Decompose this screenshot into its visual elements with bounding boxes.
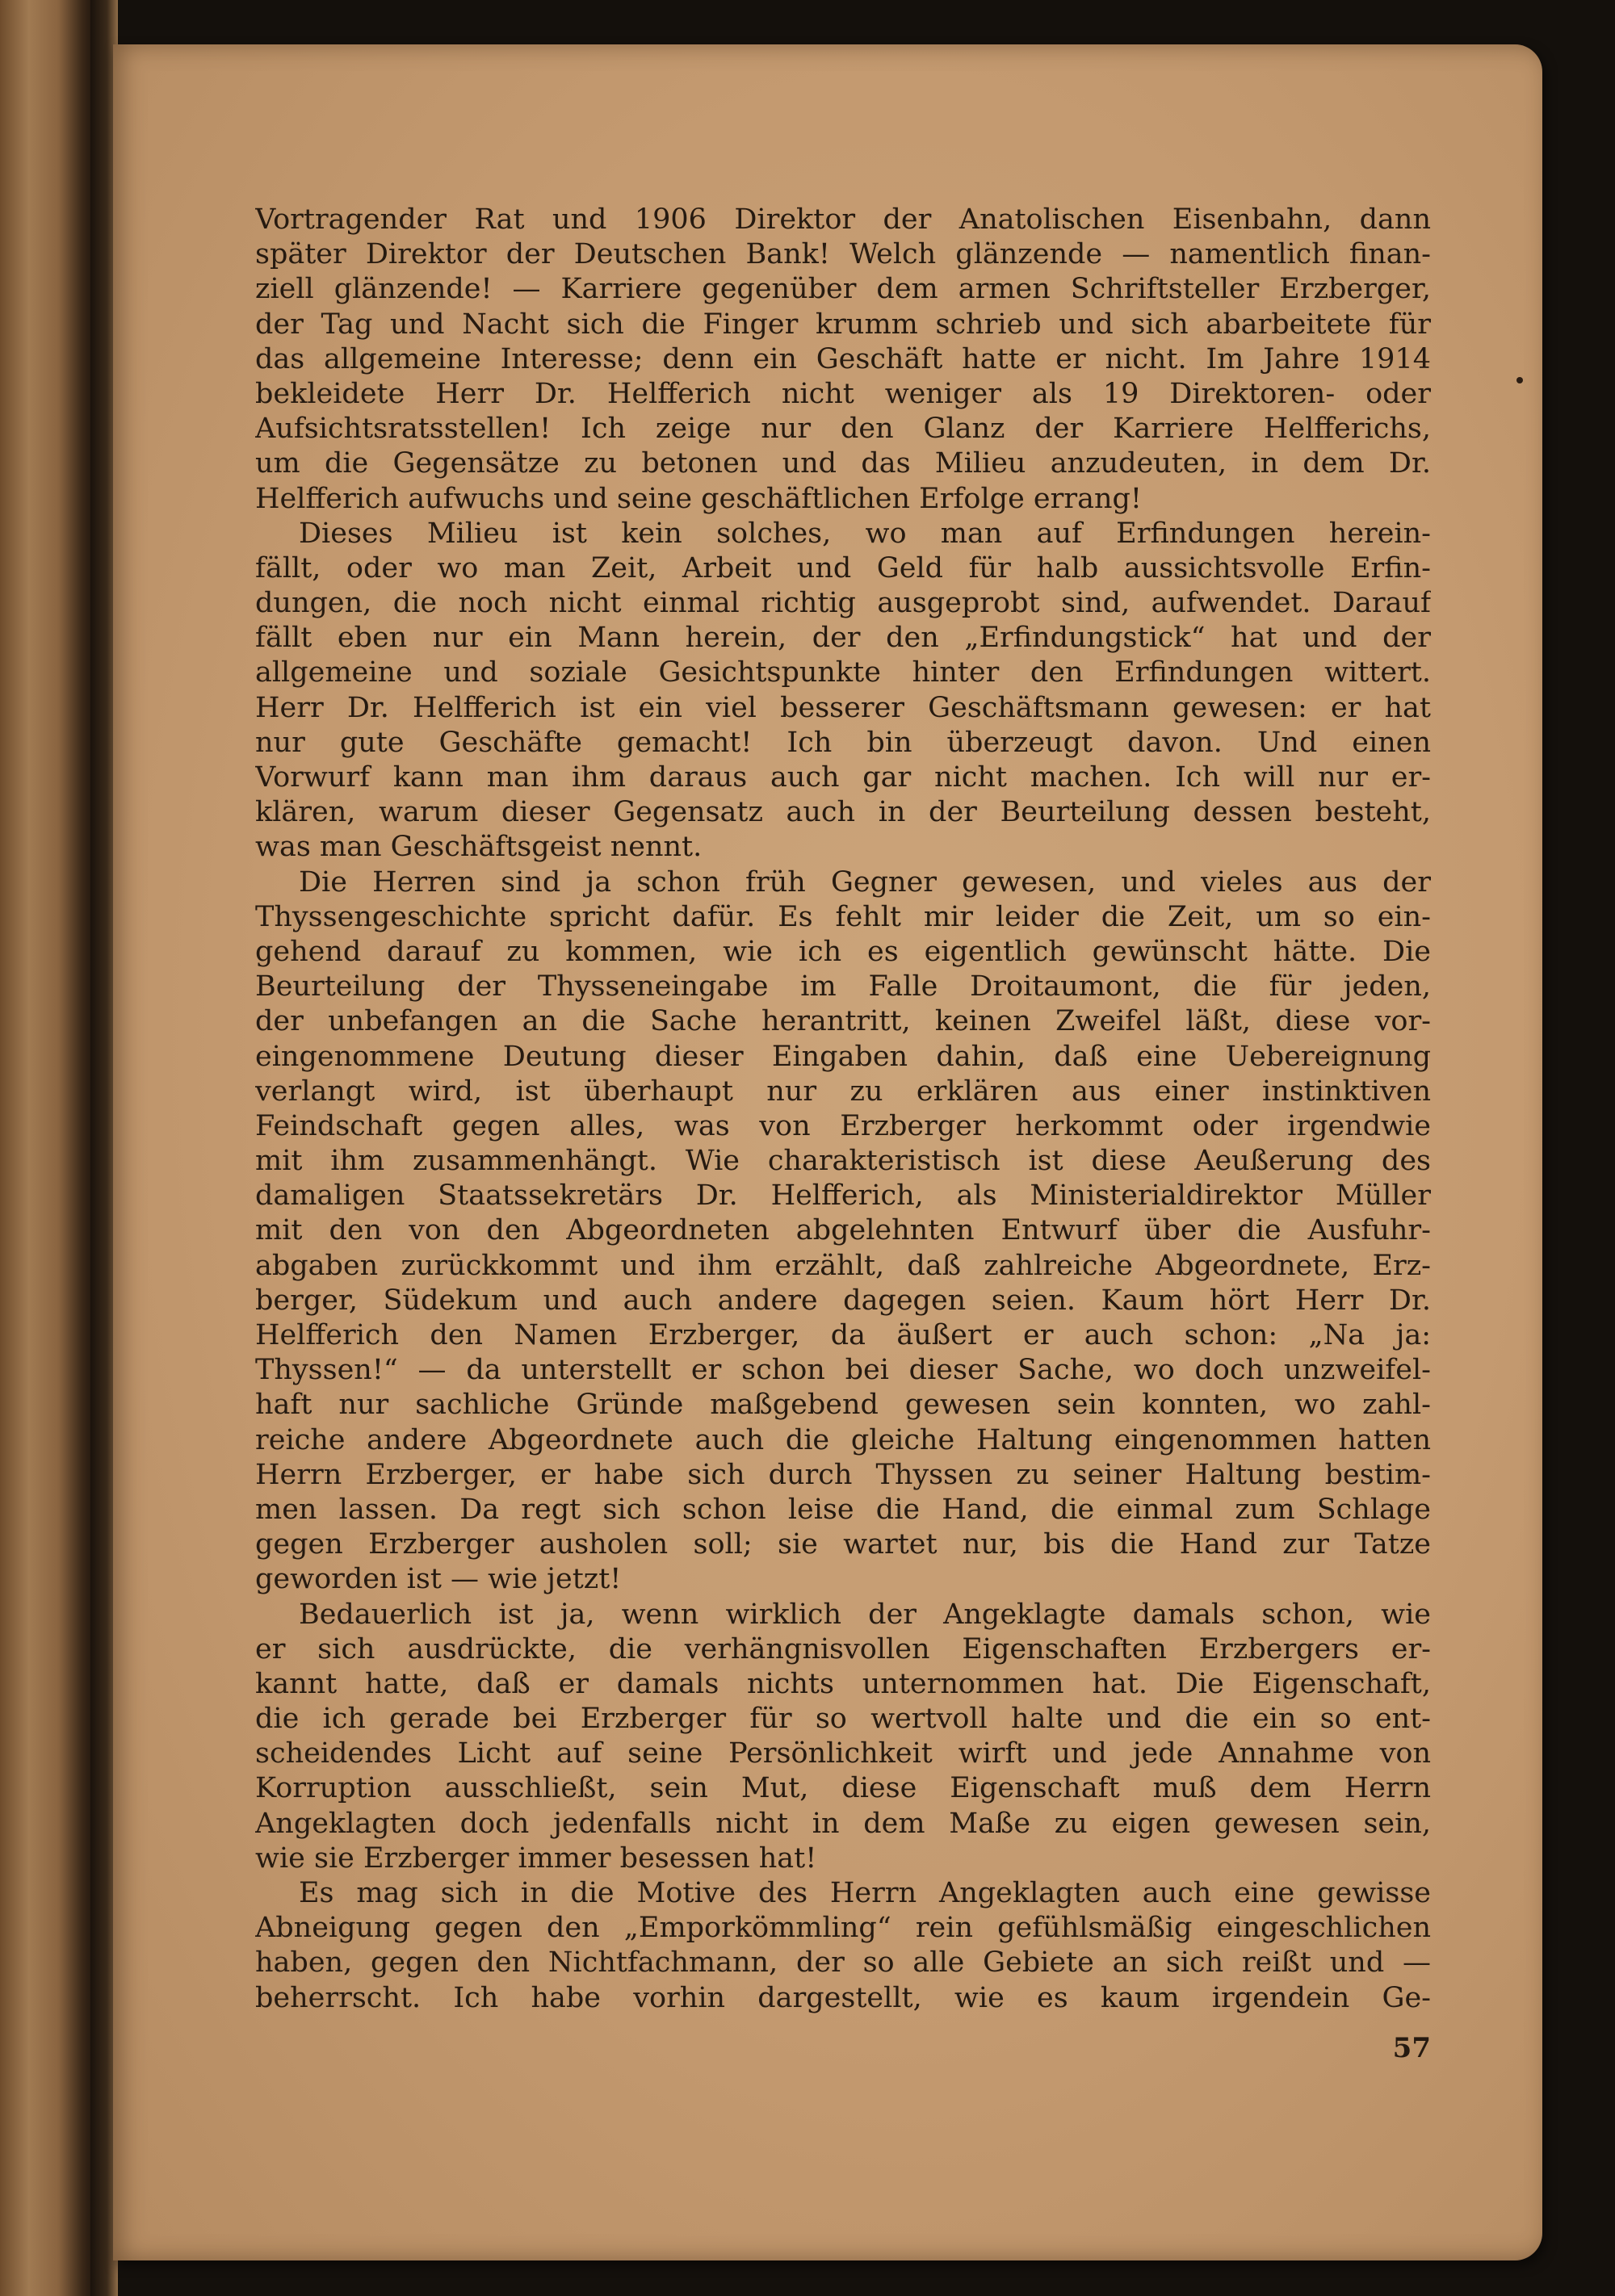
text-line: Aufsichtsratsstellen! Ich zeige nur den Glanz der Karriere Helfferichs, [255, 413, 1431, 446]
text-line: Vorwurf kann man ihm daraus auch gar nicht machen. Ich will nur er- [255, 761, 1431, 794]
text-line: mit ihm zusammenhängt. Wie charakteristisch ist diese Aeußerung des [255, 1145, 1431, 1178]
text-line: haben, gegen den Nichtfachmann, der so alle Gebiete an sich reißt und — [255, 1946, 1431, 1980]
body-text [255, 203, 1431, 2016]
text-line: er sich ausdrückte, die verhängnisvollen Eigenschaften Erzbergers er- [255, 1632, 1431, 1665]
text-line: berger, Südekum und auch andere dagegen seien. Kaum hört Herr Dr. [255, 1284, 1431, 1317]
book-page [113, 44, 1542, 2260]
text-line: Thyssen!“ — da unterstellt er schon bei dieser Sache, wo doch unzweifel- [255, 1354, 1431, 1387]
text-line: Die Herren sind ja schon früh Gegner gewesen, und vieles aus der [299, 865, 1431, 899]
text-line: mit den von den Abgeordneten abgelehnten Entwurf über die Ausfuhr- [255, 1214, 1431, 1247]
text-line: um die Gegensätze zu betonen und das Milieu anzudeuten, in dem Dr. [255, 447, 1431, 480]
text-line: Es mag sich in die Motive des Herrn Angeklagten auch eine gewisse [299, 1877, 1431, 1909]
left-page-edge [0, 0, 97, 2296]
text-line: Bedauerlich ist ja, wenn wirklich der Angeklagte damals schon, wie [299, 1598, 1431, 1631]
text-line: klären, warum dieser Gegensatz auch in der Beurteilung dessen besteht, [255, 796, 1431, 829]
text-line: der unbefangen an die Sache herantritt, keinen Zweifel läßt, diese vor- [255, 1005, 1431, 1038]
text-line: Dieses Milieu ist kein solches, wo man auf Erfindungen herein- [299, 517, 1431, 550]
text-line: fällt, oder wo man Zeit, Arbeit und Geld für halb aussichtsvolle Erfin- [255, 551, 1431, 584]
text-line: beherrscht. Ich habe vorhin dargestellt, wie es kaum irgendein Ge- [255, 1981, 1431, 2014]
text-line: haft nur sachliche Gründe maßgebend gewesen sein konnten, wo zahl- [255, 1389, 1431, 1422]
text-line: Beurteilung der Thysseneingabe im Falle Droitaumont, die für jeden, [255, 970, 1431, 1003]
text-line: Herrn Erzberger, er habe sich durch Thyssen zu seiner Haltung bestim- [255, 1458, 1431, 1491]
text-line: kannt hatte, daß er damals nichts unternommen hat. Die Eigenschaft, [255, 1667, 1431, 1700]
text-line: geworden ist — wie jetzt! [255, 1563, 622, 1596]
text-line: Helfferich den Namen Erzberger, da äußert er auch schon: „Na ja: [255, 1319, 1431, 1351]
text-line: ziell glänzende! — Karriere gegenüber dem armen Schriftsteller Erzberger, [255, 273, 1431, 306]
text-line: gehend darauf zu kommen, wie ich es eigentlich gewünscht hätte. Die [255, 935, 1431, 968]
text-line: der Tag und Nacht sich die Finger krumm schrieb und sich abarbeitete für [255, 308, 1431, 341]
text-line: wie sie Erzberger immer besessen hat! [255, 1841, 817, 1875]
ink-dot [1516, 377, 1523, 383]
text-line: nur gute Geschäfte gemacht! Ich bin überzeugt davon. Und einen [255, 726, 1431, 759]
text-line: was man Geschäftsgeist nennt. [255, 831, 703, 864]
text-line: scheidendes Licht auf seine Persönlichkeit wirft und jede Annahme von [255, 1737, 1431, 1770]
text-line: bekleidete Herr Dr. Helfferich nicht weniger als 19 Direktoren- oder [255, 377, 1431, 410]
text-line: allgemeine und soziale Gesichtspunkte hinter den Erfindungen wittert. [255, 656, 1431, 689]
text-line: Vortragender Rat und 1906 Direktor der Anatolischen Eisenbahn, dann [255, 203, 1431, 236]
text-line: Feindschaft gegen alles, was von Erzberger herkommt oder irgendwie [255, 1109, 1431, 1142]
text-line: reiche andere Abgeordnete auch die gleiche Haltung eingenommen hatten [255, 1423, 1431, 1456]
text-line: damaligen Staatssekretärs Dr. Helfferich, als Ministerialdirektor Müller [255, 1179, 1431, 1213]
text-line: men lassen. Da regt sich schon leise die Hand, die einmal zum Schlage [255, 1493, 1431, 1526]
page-number: 57 [1392, 2032, 1431, 2064]
text-line: fällt eben nur ein Mann herein, der den „Erfindungstick“ hat und der [255, 622, 1431, 655]
text-line: die ich gerade bei Erzberger für so wertvoll halte und die ein so ent- [255, 1703, 1431, 1736]
text-line: gegen Erzberger ausholen soll; sie wartet nur, bis die Hand zur Tatze [255, 1528, 1431, 1561]
text-line: abgaben zurückkommt und ihm erzählt, daß zahlreiche Abgeordnete, Erz- [255, 1249, 1431, 1282]
text-line: Angeklagten doch jedenfalls nicht in dem Maße zu eigen gewesen sein, [255, 1807, 1431, 1840]
text-line: Herr Dr. Helfferich ist ein viel besserer Geschäftsmann gewesen: er hat [255, 691, 1431, 724]
text-line: verlangt wird, ist überhaupt nur zu erklären aus einer instinktiven [255, 1075, 1431, 1108]
text-line: Abneigung gegen den „Emporkömmling“ rein gefühlsmäßig eingeschlichen [255, 1912, 1431, 1945]
text-line: dungen, die noch nicht einmal richtig ausgeprobt sind, aufwendet. Darauf [255, 587, 1431, 620]
text-line: Thyssengeschichte spricht dafür. Es fehlt mir leider die Zeit, um so ein- [255, 900, 1431, 933]
text-line: Korruption ausschließt, sein Mut, diese Eigenschaft muß dem Herrn [255, 1772, 1431, 1805]
text-line: später Direktor der Deutschen Bank! Welch glänzende — namentlich finan- [255, 238, 1431, 271]
text-line: Helfferich aufwuchs und seine geschäftlichen Erfolge errang! [255, 482, 1142, 515]
text-line: eingenommene Deutung dieser Eingaben dahin, daß eine Uebereignung [255, 1040, 1431, 1073]
text-line: das allgemeine Interesse; denn ein Geschäft hatte er nicht. Im Jahre 1914 [255, 342, 1431, 375]
